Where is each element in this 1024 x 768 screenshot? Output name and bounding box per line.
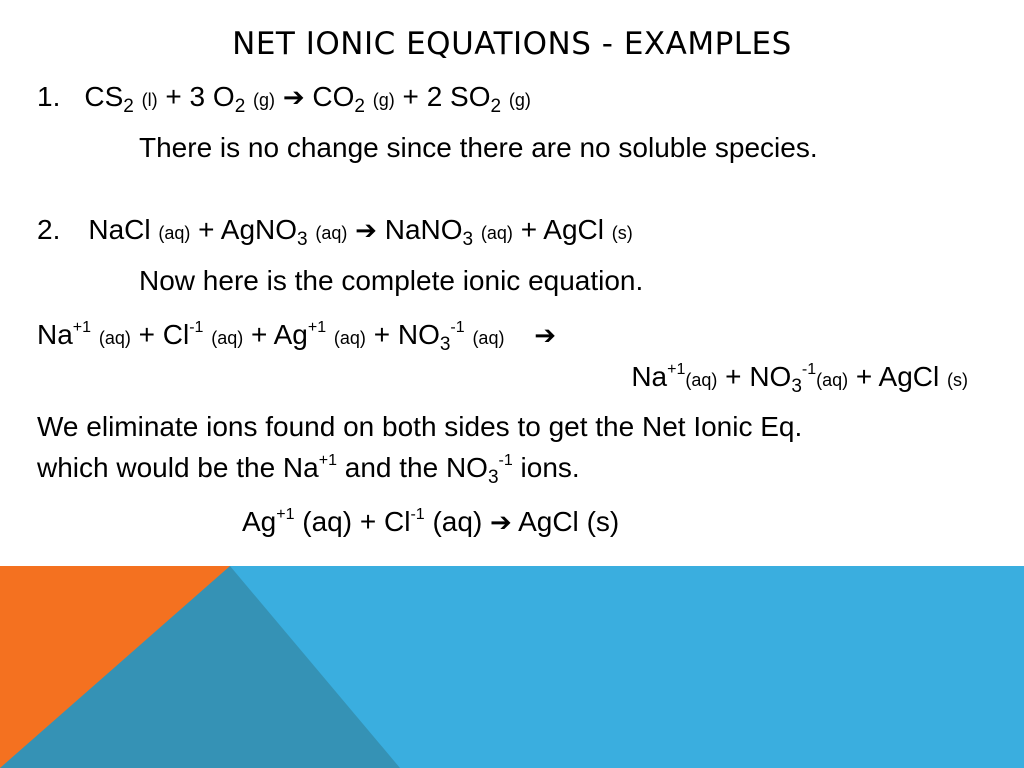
example-number: 1. xyxy=(37,81,61,112)
example2-note: Now here is the complete ionic equation. xyxy=(139,265,644,296)
reaction-arrow-icon: ➔ xyxy=(534,320,557,350)
net-ionic-equation: $Ag^{+1}$ $(aq) + Cl^{-1}$ (aq) ➔ AgCl (s) xyxy=(242,506,620,537)
slide-title: NET IONIC EQUATIONS - EXAMPLES xyxy=(232,26,792,62)
example-number: 2. xyxy=(37,214,61,245)
example1-equation: 1. $CS_2$ (l) + 3 $O_2$ (g) ➔ $CO_2$ (g) + 2 $SO_2$ (g) xyxy=(37,81,531,117)
explanation-line-2: which would be the $Na^{+1}$ and the $NO_3^{-1}$ ions. xyxy=(37,452,580,488)
complete-ionic-right: $Na^{+1}(aq) + NO_3^{-1}(aq)$ + AgCl (s) xyxy=(631,361,968,397)
example1-note: There is no change since there are no soluble species. xyxy=(139,132,818,163)
explanation-line-1: We eliminate ions found on both sides to get the Net Ionic Eq. xyxy=(37,411,803,442)
reaction-arrow-icon: ➔ xyxy=(355,215,377,245)
reaction-arrow-icon: ➔ xyxy=(490,507,512,537)
complete-ionic-left: $Na^{+1}$ $(aq) + Cl^{-1}$ $(aq) + Ag^{+1}$ $(aq) + NO_3^{-1}$ (aq) ➔ xyxy=(37,319,557,355)
example2-equation: 2. NaCl (aq) + AgNO$_3$ (aq) ➔ NaNO$_3$ (aq) + AgCl (s) xyxy=(37,214,633,250)
reaction-arrow-icon: ➔ xyxy=(282,82,305,112)
